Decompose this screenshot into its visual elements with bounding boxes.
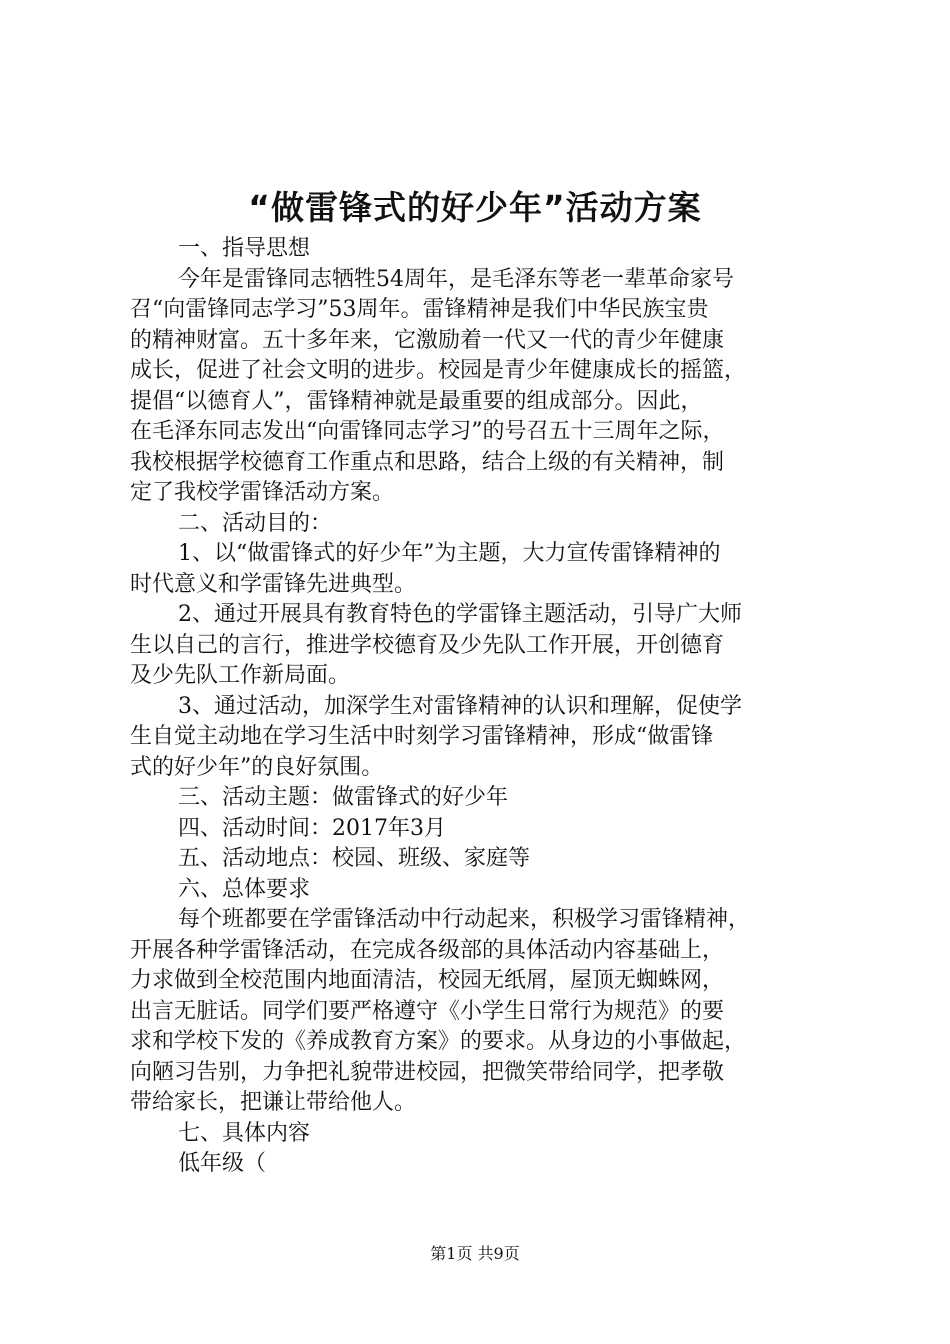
text-line: 五、活动地点：校园、班级、家庭等 xyxy=(178,846,531,871)
text-line: 及少先队工作新局面。 xyxy=(130,663,351,688)
text-line: 生自觉主动地在学习生活中时刻学习雷锋精神，形成“做雷锋 xyxy=(130,724,714,749)
text-line: 四、活动时间：2017年3月 xyxy=(178,815,446,841)
text-line: 2、通过开展具有教育特色的学雷锋主题活动，引导广大师 xyxy=(178,602,742,627)
text-line: 二、活动目的： xyxy=(178,510,333,536)
text-line: 出言无脏话。同学们要严格遵守《小学生日常行为规范》的要 xyxy=(130,998,725,1024)
text-line: 三、活动主题：做雷锋式的好少年 xyxy=(178,785,509,810)
text-line: 六、总体要求 xyxy=(178,876,311,902)
text-line: 生以自己的言行，推进学校德育及少先队工作开展，开创德育 xyxy=(130,632,725,658)
text-line: 求和学校下发的《养成教育方案》的要求。从身边的小事做起， xyxy=(130,1029,747,1054)
text-line: 在毛泽东同志发出“向雷锋同志学习”的号召五十三周年之际， xyxy=(130,419,725,444)
text-line: 低年级（ xyxy=(178,1151,267,1176)
text-line: 我校根据学校德育工作重点和思路，结合上级的有关精神，制 xyxy=(130,449,725,475)
text-line: 提倡“以德育人”，雷锋精神就是最重要的组成部分。因此， xyxy=(130,388,703,414)
text-line: 一、指导思想 xyxy=(178,236,311,261)
text-line: 带给家长，把谦让带给他人。 xyxy=(130,1090,417,1115)
text-line: 1、以“做雷锋式的好少年”为主题，大力宣传雷锋精神的 xyxy=(178,541,721,566)
text-line: 向陋习告别，力争把礼貌带进校园，把微笑带给同学，把孝敬 xyxy=(130,1059,725,1085)
text-line: 3、通过活动，加深学生对雷锋精神的认识和理解，促使学 xyxy=(178,693,742,719)
text-line: 定了我校学雷锋活动方案。 xyxy=(130,480,395,505)
text-line: 力求做到全校范围内地面清洁，校园无纸屑，屋顶无蜘蛛网， xyxy=(130,968,725,993)
text-line: 每个班都要在学雷锋活动中行动起来，积极学习雷锋精神， xyxy=(178,907,751,932)
page-number-footer: 第1页 共9页 xyxy=(430,1244,520,1263)
text-line: 的精神财富。五十多年来，它激励着一代又一代的青少年健康 xyxy=(130,327,725,353)
text-line: 式的好少年”的良好氛围。 xyxy=(130,754,384,780)
text-line: 时代意义和学雷锋先进典型。 xyxy=(130,571,417,597)
document-title: “做雷锋式的好少年”活动方案 xyxy=(248,188,702,227)
document-body xyxy=(130,234,830,1180)
text-line: 召“向雷锋同志学习”53周年。雷锋精神是我们中华民族宝贵 xyxy=(130,297,709,322)
text-line: 开展各种学雷锋活动，在完成各级部的具体活动内容基础上， xyxy=(130,937,725,963)
text-line: 今年是雷锋同志牺牲54周年，是毛泽东等老一辈革命家号 xyxy=(178,266,734,292)
text-line: 七、具体内容 xyxy=(178,1120,311,1146)
text-line: 成长，促进了社会文明的进步。校园是青少年健康成长的摇篮， xyxy=(130,358,747,383)
